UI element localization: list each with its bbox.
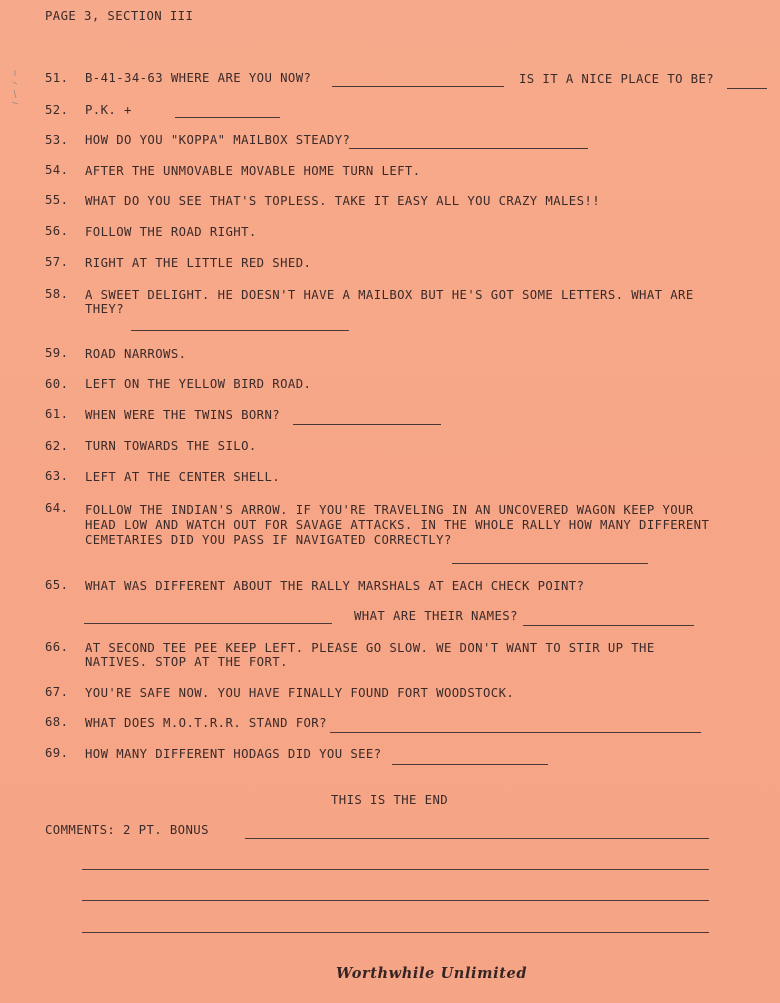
answer-line[interactable] <box>332 86 504 87</box>
item-number: 52. <box>45 103 69 117</box>
item-text: AT SECOND TEE PEE KEEP LEFT. PLEASE GO SLOW. WE DON'T WANT TO STIR UP THE <box>85 641 655 655</box>
comments-line[interactable] <box>245 838 709 839</box>
item-text: ROAD NARROWS. <box>85 347 187 361</box>
item-text: YOU'RE SAFE NOW. YOU HAVE FINALLY FOUND FORT WOODSTOCK. <box>85 686 515 700</box>
item-text: AFTER THE UNMOVABLE MOVABLE HOME TURN LEFT. <box>85 164 421 178</box>
item-number: 58. <box>45 287 69 301</box>
item-number: 57. <box>45 255 69 269</box>
item-number: 54. <box>45 163 69 177</box>
item-number: 59. <box>45 346 69 360</box>
comments-line[interactable] <box>82 900 709 901</box>
item-number: 53. <box>45 133 69 147</box>
item-text: TURN TOWARDS THE SILO. <box>85 439 257 453</box>
item-text: FOLLOW THE ROAD RIGHT. <box>85 225 257 239</box>
answer-line[interactable] <box>175 117 280 118</box>
item-text: B-41-34-63 WHERE ARE YOU NOW? <box>85 71 312 85</box>
page-header: PAGE 3, SECTION III <box>45 9 194 23</box>
item-number: 69. <box>45 746 69 760</box>
item-text: IS IT A NICE PLACE TO BE? <box>519 72 715 86</box>
item-text: WHAT ARE THEIR NAMES? <box>354 609 518 623</box>
item-text: THEY? <box>85 302 125 316</box>
item-text: A SWEET DELIGHT. HE DOESN'T HAVE A MAILBOX BUT HE'S GOT SOME LETTERS. WHAT ARE <box>85 288 694 302</box>
item-text: HEAD LOW AND WATCH OUT FOR SAVAGE ATTACKS. IN THE WHOLE RALLY HOW MANY DIFFERENT <box>85 518 710 532</box>
item-number: 68. <box>45 715 69 729</box>
item-number: 56. <box>45 224 69 238</box>
item-number: 65. <box>45 578 69 592</box>
answer-line[interactable] <box>523 625 694 626</box>
item-text: NATIVES. STOP AT THE FORT. <box>85 655 288 669</box>
item-number: 64. <box>45 501 69 515</box>
item-text: WHAT DOES M.O.T.R.R. STAND FOR? <box>85 716 327 730</box>
answer-line[interactable] <box>727 88 767 89</box>
comments-label: COMMENTS: 2 PT. BONUS <box>45 823 209 837</box>
item-number: 66. <box>45 640 69 654</box>
item-text: P.K. + <box>85 103 132 117</box>
answer-line[interactable] <box>349 148 588 149</box>
item-text: HOW DO YOU "KOPPA" MAILBOX STEADY? <box>85 133 351 147</box>
item-number: 55. <box>45 193 69 207</box>
answer-line[interactable] <box>330 732 701 733</box>
item-text: WHEN WERE THE TWINS BORN? <box>85 408 281 422</box>
item-text: WHAT WAS DIFFERENT ABOUT THE RALLY MARSHALS AT EACH CHECK POINT? <box>85 579 585 593</box>
answer-line[interactable] <box>452 563 648 564</box>
answer-line[interactable] <box>293 424 441 425</box>
item-text: LEFT ON THE YELLOW BIRD ROAD. <box>85 377 312 391</box>
comments-line[interactable] <box>82 869 709 870</box>
answer-line[interactable] <box>131 330 349 331</box>
item-number: 63. <box>45 469 69 483</box>
signature: Worthwhile Unlimited <box>336 965 528 982</box>
item-text: RIGHT AT THE LITTLE RED SHED. <box>85 256 312 270</box>
answer-line[interactable] <box>392 764 548 765</box>
item-text: LEFT AT THE CENTER SHELL. <box>85 470 281 484</box>
item-number: 60. <box>45 377 69 391</box>
item-number: 61. <box>45 407 69 421</box>
item-text: FOLLOW THE INDIAN'S ARROW. IF YOU'RE TRAVELING IN AN UNCOVERED WAGON KEEP YOUR <box>85 503 694 517</box>
item-text: WHAT DO YOU SEE THAT'S TOPLESS. TAKE IT EASY ALL YOU CRAZY MALES!! <box>85 194 601 208</box>
item-text: CEMETARIES DID YOU PASS IF NAVIGATED CORRECTLY? <box>85 533 452 547</box>
item-text: HOW MANY DIFFERENT HODAGS DID YOU SEE? <box>85 747 382 761</box>
item-number: 62. <box>45 439 69 453</box>
answer-line[interactable] <box>84 623 332 624</box>
edge-mark <box>10 68 20 108</box>
item-number: 67. <box>45 685 69 699</box>
item-number: 51. <box>45 71 69 85</box>
comments-line[interactable] <box>82 932 709 933</box>
end-text: THIS IS THE END <box>331 793 449 807</box>
